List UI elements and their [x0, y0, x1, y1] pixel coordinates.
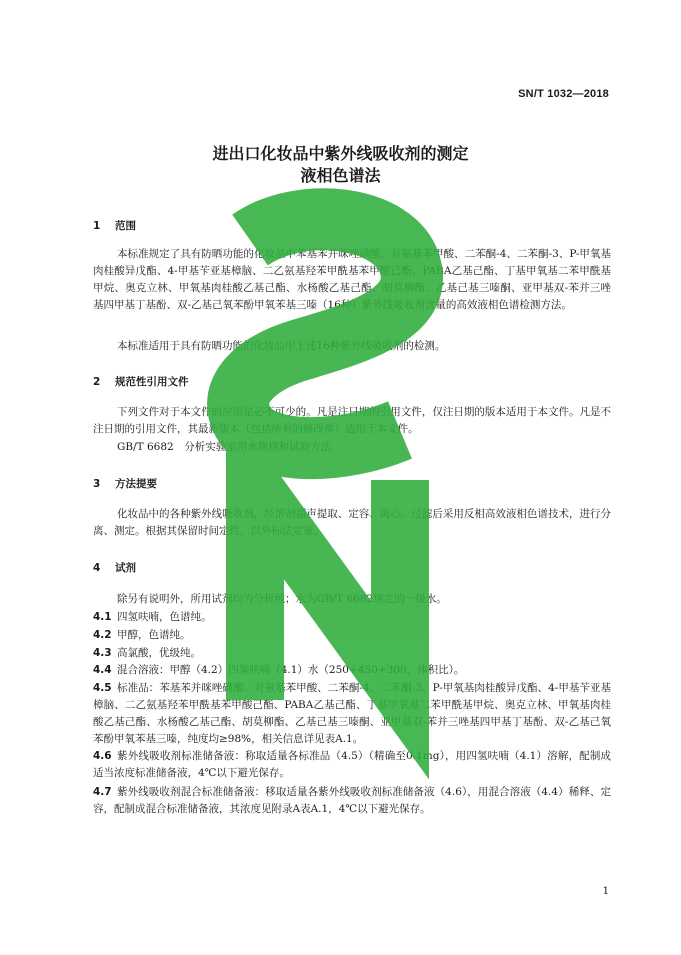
list-item: [93, 680, 611, 748]
section-1-paragraph-2: 本标准适用于具有防晒功能的化妆品中上述16种紫外线吸收剂的检测。: [117, 340, 446, 352]
item-number: 4.3: [93, 647, 112, 659]
item-text: 紫外线吸收剂标准储备液：称取适量各标准品（4.5）（精确至0.1mg），用四氢呋喃（4.1）溶解，配制成适当浓度标准储备液，4℃以下避光保存。: [93, 750, 611, 779]
document-subtitle: 液相色谱法: [300, 166, 381, 185]
section-2-paragraph-1: 下列文件对于本文件的应用是必不可少的。凡是注日期的引用文件，仅注日期的版本适用于本文件。凡是不注日期的引用文件，其最新版本（包括所有的修改单）适用于本文件。: [93, 406, 611, 435]
item-number: 4.2: [93, 629, 112, 641]
section-number: 2: [93, 376, 101, 388]
list-item: [93, 784, 611, 818]
section-3-paragraph-1: 化妆品中的各种紫外线吸收剂，经溶剂超声提取、定容、离心、过滤后采用反相高效液相色谱技术，进行分离、测定。根据其保留时间定性，以外标法定量。: [93, 508, 611, 537]
document-title: 进出口化妆品中紫外线吸收剂的测定: [212, 144, 469, 163]
standard-code: SN/T 1032—2018: [518, 88, 609, 100]
item-number: 4.5: [93, 682, 112, 694]
section-4-intro: 除另有说明外，所用试剂均为分析纯；水为GB/T 6682规定的一级水。: [117, 593, 447, 605]
item-text: 紫外线吸收剂混合标准储备液：移取适量各紫外线吸收剂标准储备液（4.6），用混合溶液（4.4）稀释、定容，配制成混合标准储备液，其浓度见附录A表A.1，4℃以下避光保存。: [93, 786, 611, 815]
normative-reference: GB/T 6682 分析实验室用水规格和试验方法: [117, 441, 332, 453]
section-number: 3: [93, 478, 101, 490]
section-3-heading: [93, 476, 157, 491]
list-item: [93, 748, 611, 782]
list-item: [93, 645, 611, 662]
item-text: 四氢呋喃，色谱纯。: [117, 611, 212, 623]
item-number: 4.4: [93, 664, 112, 676]
item-text: 高氯酸，优级纯。: [117, 647, 201, 659]
item-number: 4.7: [93, 786, 112, 798]
section-title: 试剂: [115, 562, 136, 574]
item-text: 标准品：苯基苯并咪唑磺酸、对氨基苯甲酸、二苯酮-4、二苯酮-3、P-甲氧基肉桂酸异戊酯、4-甲基苄亚基樟脑、二乙氨基羟苯甲酰基苯甲酸己酯、PABA乙基己酯、丁基甲氧基二苯甲酰基甲烷、奥克立林、甲氧基肉桂酸乙基己酯、水杨酸乙基己酯、胡莫柳酯、乙基己基三嗪酮、亚甲基双-苯并三唑基四甲基丁基酚、双-乙基己氧苯酚甲氧苯基三嗪，纯度均≥98%，相关信息详见表A.1。: [93, 682, 611, 745]
section-1-heading: [93, 218, 136, 233]
list-item: [93, 627, 611, 644]
section-2-heading: [93, 374, 189, 389]
section-4-heading: [93, 560, 136, 575]
section-number: 4: [93, 562, 101, 574]
list-item: [93, 662, 611, 679]
list-item: [93, 609, 611, 626]
item-number: 4.1: [93, 611, 112, 623]
page-number: 1: [602, 886, 609, 897]
section-1-paragraph-1: 本标准规定了具有防晒功能的化妆品中苯基苯并咪唑磺酸、对氨基苯甲酸、二苯酮-4、二苯酮-3、P-甲氧基肉桂酸异戊酯、4-甲基苄亚基樟脑、二乙氨基羟苯甲酰基苯甲酸己酯、PABA乙基己酯、丁基甲氧基二苯甲酰基甲烷、奥克立林、甲氧基肉桂酸乙基己酯、水杨酸乙基己酯、胡莫柳酯、乙基己基三嗪酮、亚甲基双-苯并三唑基四甲基丁基酚、双-乙基己氧苯酚甲氧苯基三嗪（16种）紫外线吸收剂含量的高效液相色谱检测方法。: [93, 248, 611, 311]
section-title: 方法提要: [115, 478, 157, 490]
section-title: 规范性引用文件: [115, 376, 189, 388]
section-title: 范围: [115, 220, 136, 232]
item-number: 4.6: [93, 750, 112, 762]
section-number: 1: [93, 220, 101, 232]
item-text: 甲醇，色谱纯。: [117, 629, 191, 641]
item-text: 混合溶液：甲醇（4.2）四氢呋喃（4.1）水（250+450+300，体积比）。: [117, 664, 465, 676]
